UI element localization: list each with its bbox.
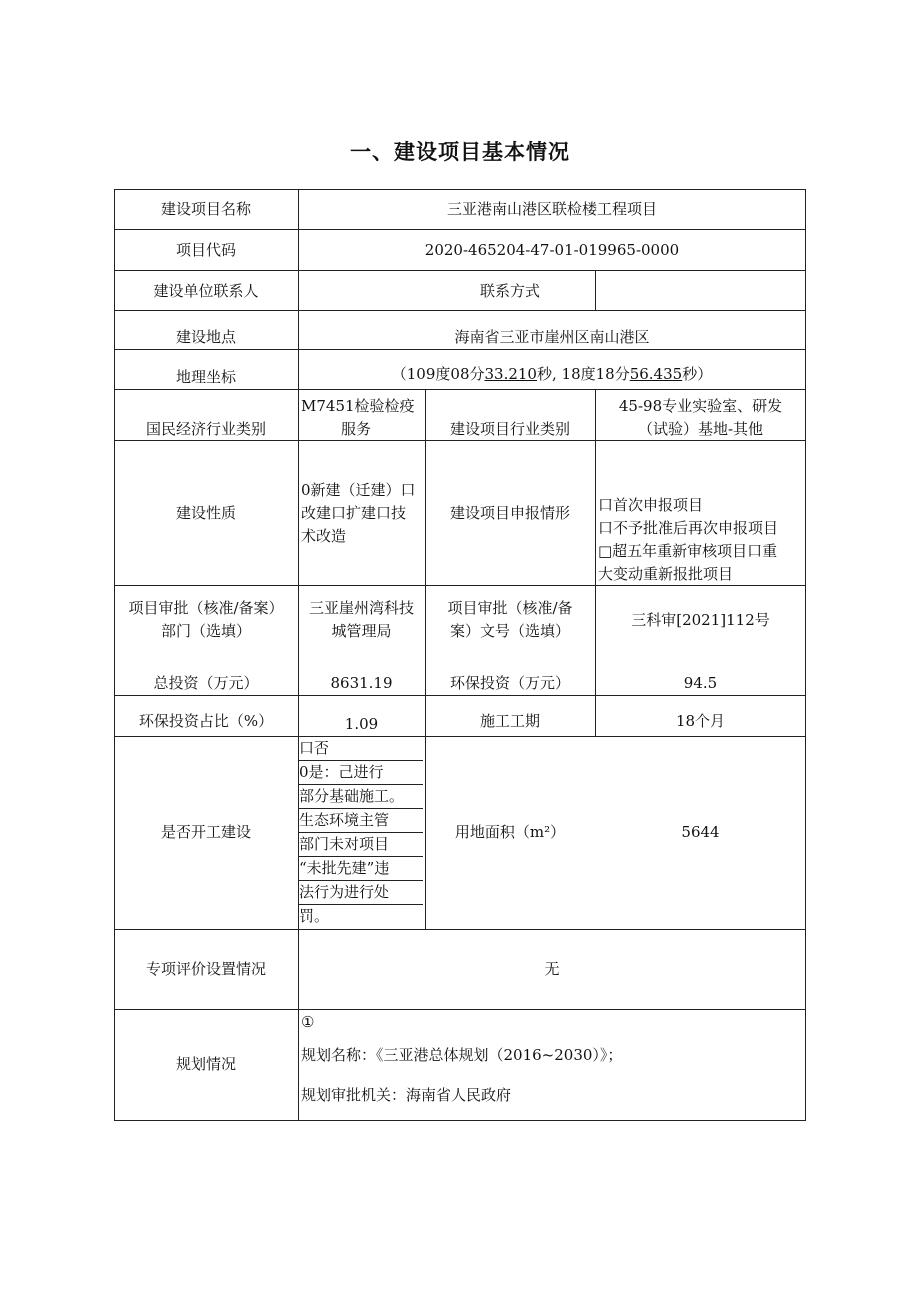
started-line: 0是：己进行 <box>299 761 423 785</box>
industry-value <box>301 395 425 441</box>
coords-suffix: 秒） <box>682 365 713 383</box>
industry-value-line: M7451检验检疫 <box>301 397 415 415</box>
report-option: 口首次申报项目 <box>598 496 704 514</box>
row-divider <box>114 310 806 311</box>
nature-label: 建设性质 <box>175 504 236 522</box>
started-line: 部门未对项目 <box>299 833 423 857</box>
project-name-label: 建设项目名称 <box>160 200 251 218</box>
approval-doc-label-line: 项目审批（核准/备 <box>447 599 573 617</box>
env-investment-value: 94.5 <box>683 674 718 692</box>
nature-value <box>301 479 425 548</box>
coords-middle: 秒, 18度18分 <box>536 365 630 383</box>
report-situation-label: 建设项目申报情形 <box>449 504 570 522</box>
project-industry-line: 45-98专业实验室、研发 <box>618 397 783 415</box>
approval-doc-label-line: 案）文号（选填） <box>449 622 570 640</box>
row-divider <box>114 270 806 271</box>
special-assessment-value: 无 <box>544 960 560 978</box>
approval-dept-value <box>298 597 425 643</box>
env-ratio-label: 环保投资占比（%） <box>138 712 274 730</box>
planning-name: 规划名称：《三亚港总体规划（2016~2030）》； <box>301 1046 623 1064</box>
row-divider <box>114 229 806 230</box>
special-assessment-label: 专项评价设置情况 <box>145 960 266 978</box>
started-line: 罚。 <box>299 907 330 925</box>
nature-line: 改建口扩建口技 <box>301 504 407 522</box>
report-option: 口不予批准后再次申报项目 <box>598 519 779 537</box>
report-option: 大变动重新报批项目 <box>598 565 734 583</box>
nature-line: 术改造 <box>301 527 347 545</box>
column-divider <box>595 270 596 310</box>
land-area-label: 用地面积（m²） <box>454 823 566 841</box>
construction-period-value: 18个月 <box>675 712 726 730</box>
coords-value <box>298 363 806 386</box>
project-industry-value <box>595 395 806 441</box>
started-line: 法行为进行处 <box>299 881 423 905</box>
report-situation-value <box>598 494 806 586</box>
coords-lat-seconds: 56.435 <box>629 365 683 383</box>
planning-authority: 规划审批机关：海南省人民政府 <box>301 1086 512 1104</box>
total-investment-label: 总投资（万元） <box>153 674 259 692</box>
project-code-label: 项目代码 <box>175 241 236 259</box>
location-value: 海南省三亚市崖州区南山港区 <box>454 328 650 346</box>
industry-label: 国民经济行业类别 <box>145 420 266 438</box>
approval-doc-value: 三科审[2021]112号 <box>631 611 770 629</box>
started-label: 是否开工建设 <box>160 823 251 841</box>
started-line: 口否 <box>299 737 423 761</box>
land-area-value: 5644 <box>681 823 720 841</box>
contact-label: 建设单位联系人 <box>153 282 259 300</box>
started-line: 部分基础施工。 <box>299 785 423 809</box>
project-industry-label: 建设项目行业类别 <box>449 420 570 438</box>
env-investment-label: 环保投资（万元） <box>449 674 570 692</box>
row-divider <box>114 389 806 390</box>
planning-label: 规划情况 <box>175 1055 236 1073</box>
construction-period-label: 施工工期 <box>479 712 540 730</box>
contact-method-label: 联系方式 <box>479 282 540 300</box>
project-industry-line: （试验）基地-其他 <box>637 420 764 438</box>
approval-dept-label-line: 部门（选填） <box>160 622 251 640</box>
industry-value-line: 服务 <box>341 420 372 438</box>
row-divider <box>114 695 806 696</box>
approval-dept-value-line: 三亚崖州湾科技 <box>308 599 414 617</box>
project-name-value: 三亚港南山港区联检楼工程项目 <box>446 200 657 218</box>
approval-dept-label <box>114 597 298 643</box>
row-divider <box>114 736 806 737</box>
coords-label: 地理坐标 <box>175 368 236 386</box>
column-divider <box>425 389 426 929</box>
coords-prefix: （109度08分 <box>391 365 485 383</box>
started-value <box>299 737 425 928</box>
approval-doc-label <box>425 597 595 643</box>
started-line: 生态环境主管 <box>299 809 423 833</box>
total-investment-value: 8631.19 <box>330 674 393 692</box>
env-ratio-value: 1.09 <box>344 715 379 733</box>
nature-line: 0新建（迁建）口 <box>301 481 416 499</box>
row-divider <box>114 929 806 930</box>
row-divider <box>114 349 806 350</box>
project-code-value: 2020-465204-47-01-019965-0000 <box>424 241 680 259</box>
row-divider <box>114 1009 806 1010</box>
approval-dept-value-line: 城管理局 <box>331 622 392 640</box>
coords-lon-seconds: 33.210 <box>484 365 537 383</box>
location-label: 建设地点 <box>175 328 236 346</box>
approval-dept-label-line: 项目审批（核准/备案） <box>128 599 284 617</box>
planning-marker: ① <box>301 1013 315 1031</box>
started-line: “未批先建”违 <box>299 857 423 881</box>
report-option: □超五年重新审核项目口重 <box>598 542 778 560</box>
page-title: 一、建设项目基本情况 <box>350 140 570 164</box>
